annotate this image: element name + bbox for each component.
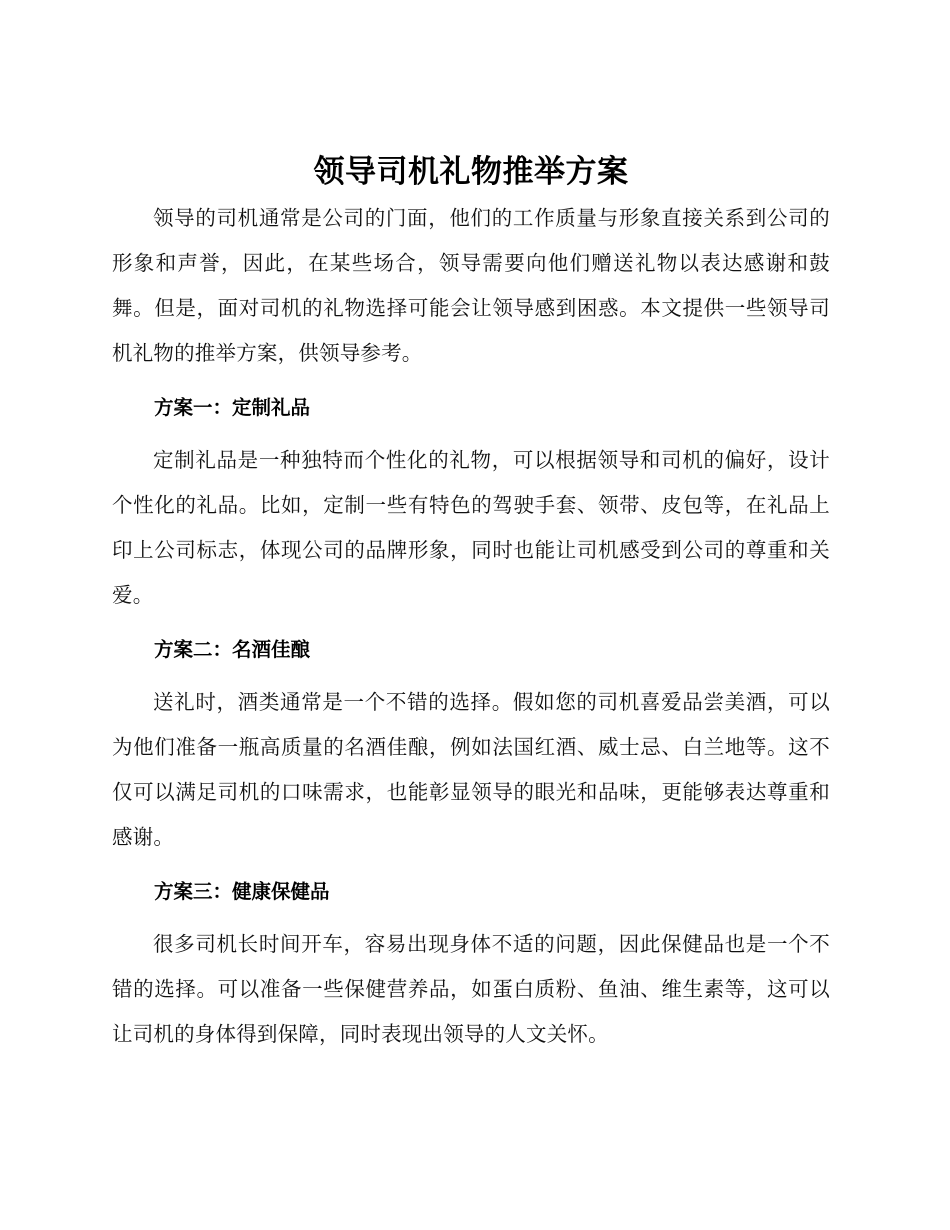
spacer [112,907,830,922]
spacer [112,665,830,680]
section-body-1: 定制礼品是一种独特而个性化的礼物，可以根据领导和司机的偏好，设计个性化的礼品。比如，定制一些有特色的驾驶手套、领带、皮包等，在礼品上印上公司标志，体现公司的品牌形象，同时也能让司机感受到公司的尊重和关爱。 [112,448,830,607]
document-title: 领导司机礼物推举方案 [313,154,629,190]
section-body-3: 很多司机长时间开车，容易出现身体不适的问题，因此保健品也是一个不错的选择。可以准备一些保健营养品，如蛋白质粉、鱼油、维生素等，这可以让司机的身体得到保障，同时表现出领导的人文关怀。 [112,932,830,1046]
spacer [112,860,830,877]
spacer [112,423,830,438]
intro-paragraph: 领导的司机通常是公司的门面，他们的工作质量与形象直接关系到公司的形象和声誉，因此，在某些场合，领导需要向他们赠送礼物以表达感谢和鼓舞。但是，面对司机的礼物选择可能会让领导感到困惑。本文提供一些领导司机礼物的推举方案，供领导参考。 [112,206,830,365]
spacer [112,376,830,393]
section-body-2: 送礼时，酒类通常是一个不错的选择。假如您的司机喜爱品尝美酒，可以为他们准备一瓶高质量的名酒佳酿，例如法国红酒、威士忌、白兰地等。这不仅可以满足司机的口味需求，也能彰显领导的眼光和品味，更能够表达尊重和感谢。 [112,690,830,849]
document-page [112,148,830,1057]
section-heading-2: 方案二：名酒佳酿 [154,638,311,661]
section-heading-1: 方案一：定制礼品 [154,396,311,419]
section-heading-3: 方案三：健康保健品 [154,880,330,903]
spacer [112,618,830,635]
